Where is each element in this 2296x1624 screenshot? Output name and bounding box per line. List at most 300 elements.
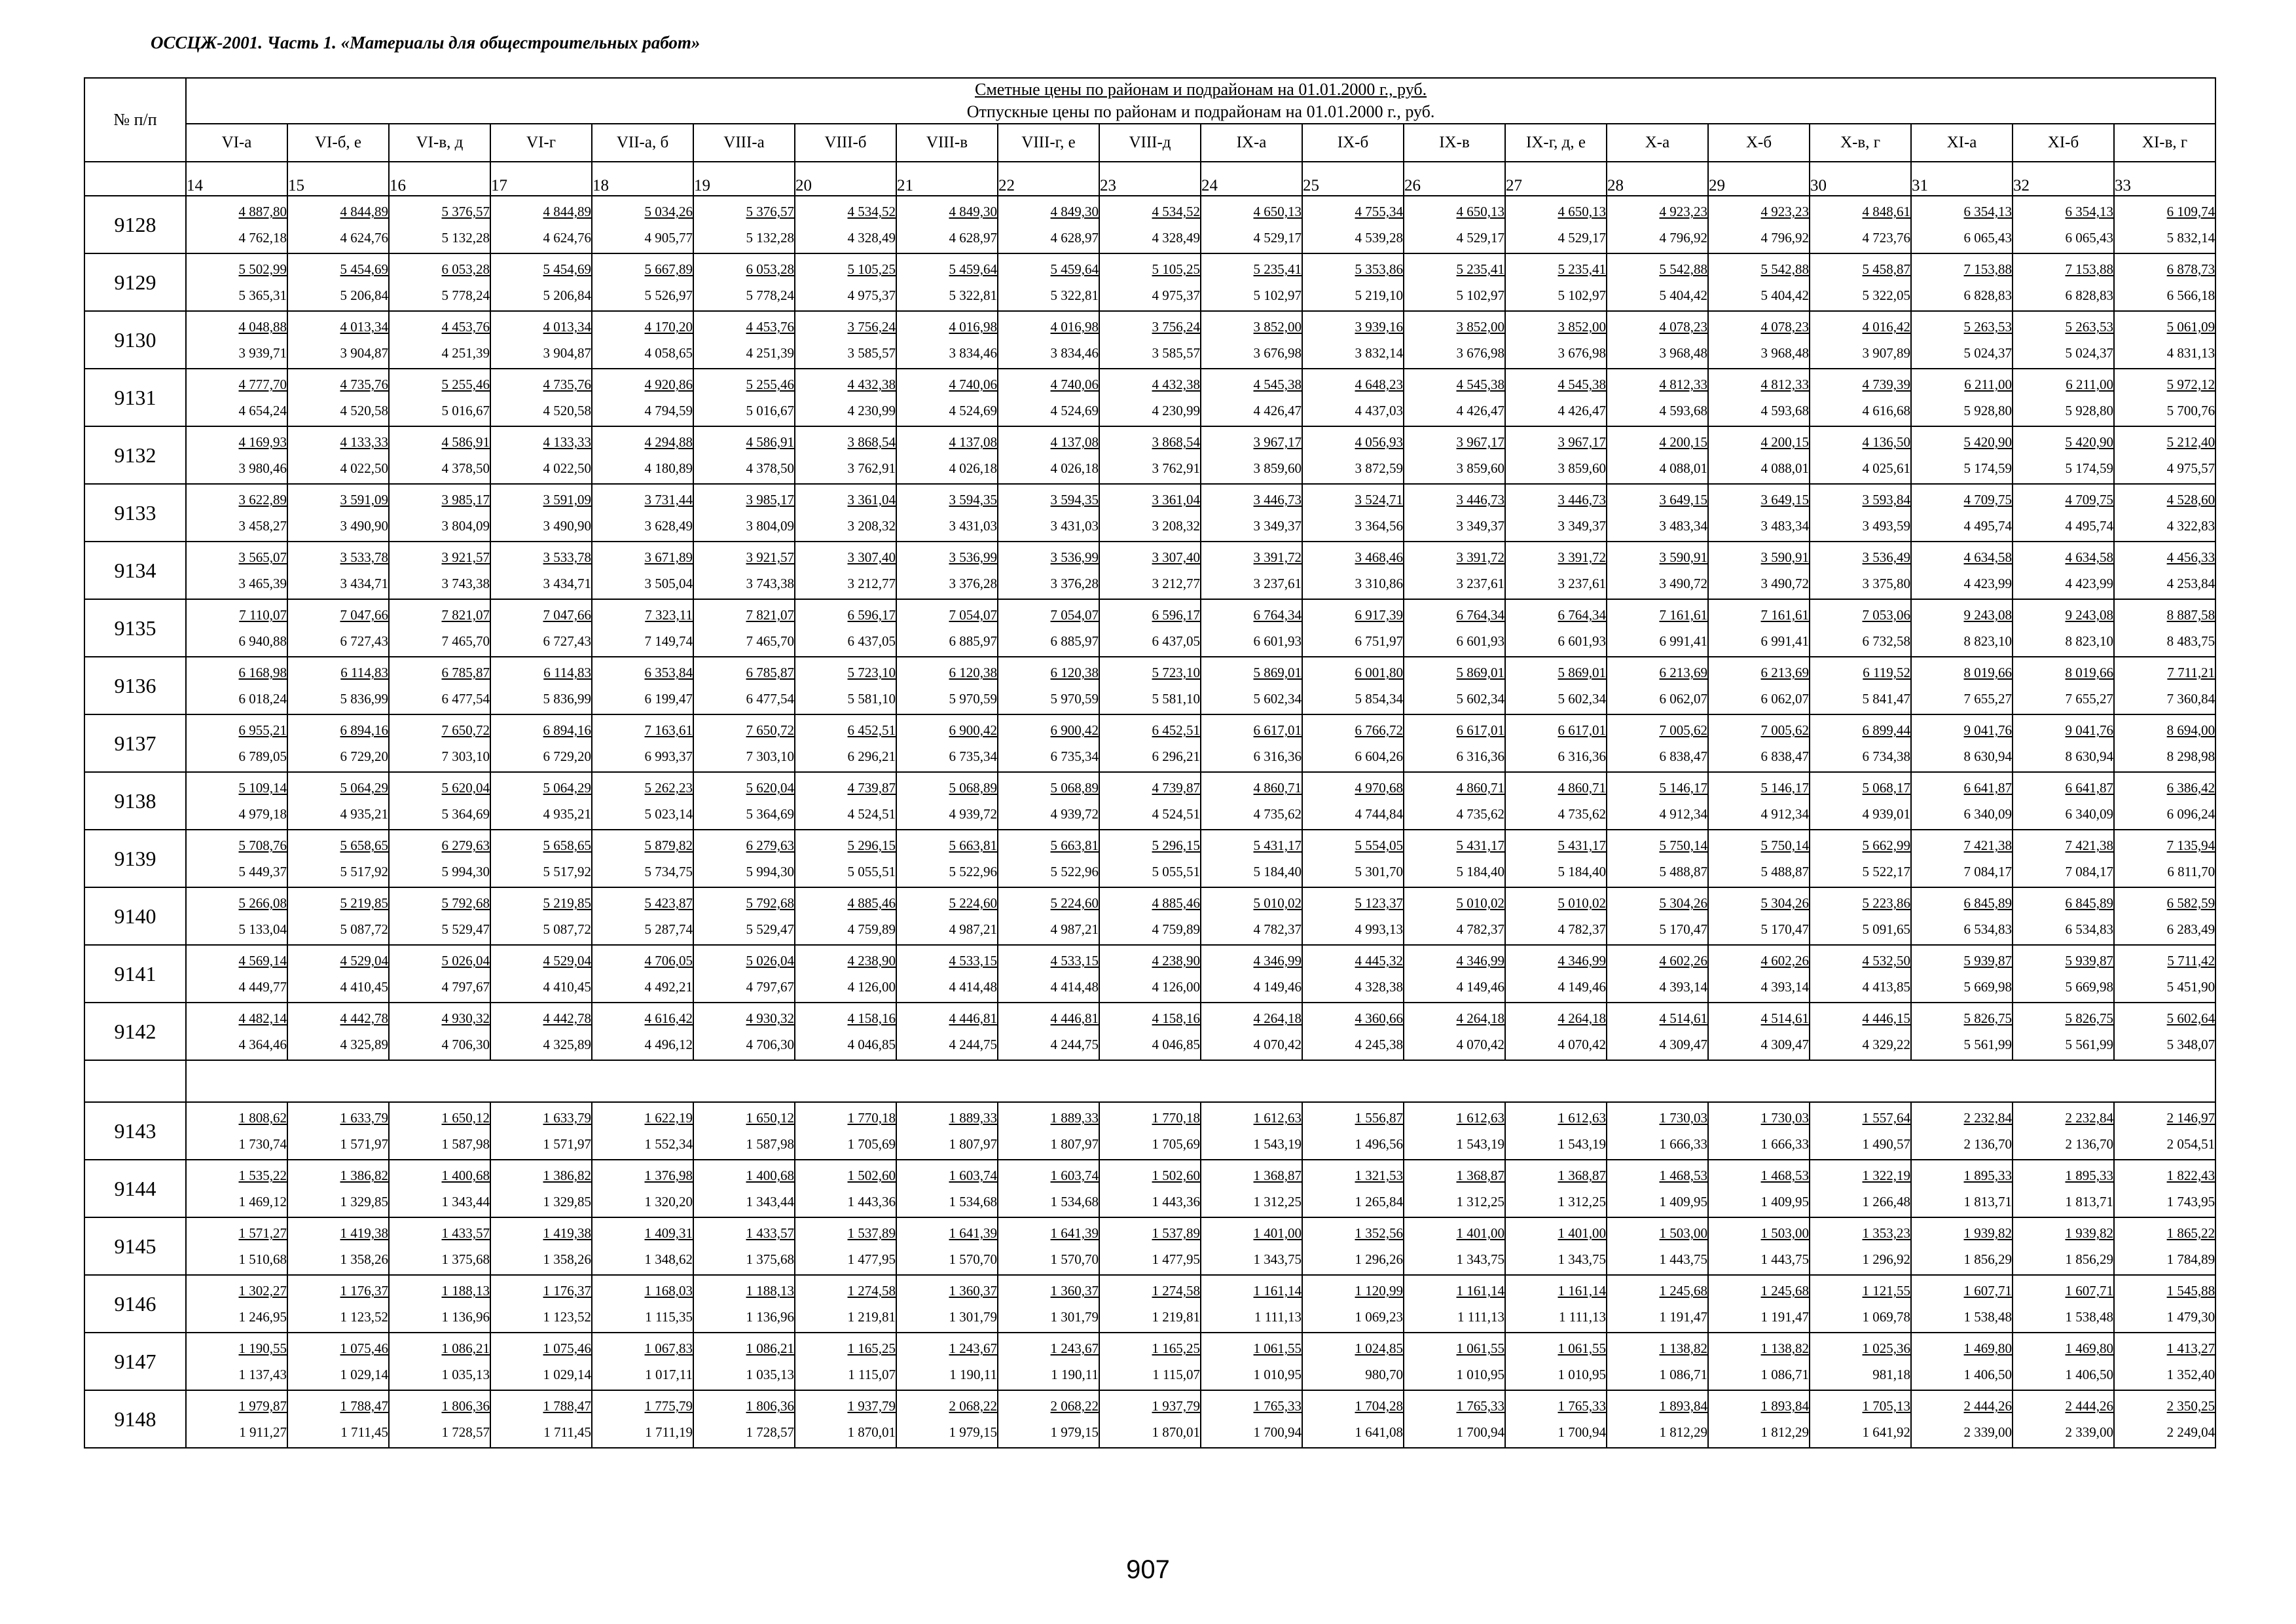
release-price: 5 602,34 <box>1253 691 1302 707</box>
price-cell <box>1505 1390 1607 1448</box>
price-cell <box>1607 1003 1708 1060</box>
estimate-price: 3 868,54 <box>847 434 896 450</box>
column-header: VI-в, д <box>389 124 490 162</box>
estimate-price: 2 232,84 <box>1963 1110 2012 1126</box>
estimate-price: 1 633,79 <box>543 1110 591 1126</box>
price-cell <box>1505 1102 1607 1160</box>
column-header: VI-а <box>186 124 287 162</box>
estimate-price: 4 294,88 <box>644 434 693 450</box>
price-cell <box>1505 1333 1607 1390</box>
price-cell <box>1505 426 1607 484</box>
estimate-price: 1 274,58 <box>1152 1283 1200 1299</box>
price-cell <box>896 830 998 887</box>
estimate-price: 7 135,94 <box>2166 838 2215 853</box>
release-price: 4 524,69 <box>1050 403 1099 418</box>
estimate-price: 6 641,87 <box>1963 780 2012 796</box>
estimate-price: 5 792,68 <box>746 895 794 911</box>
price-cell <box>998 1160 1099 1217</box>
price-cell <box>389 772 490 830</box>
estimate-price: 1 469,80 <box>1963 1340 2012 1356</box>
material-code: 9138 <box>84 772 186 830</box>
release-price: 6 065,43 <box>2065 230 2113 246</box>
estimate-price: 4 482,14 <box>238 1010 287 1026</box>
release-price: 5 184,40 <box>1456 864 1504 879</box>
estimate-price: 4 514,61 <box>1760 1010 1809 1026</box>
price-cell <box>998 253 1099 311</box>
price-cell <box>592 887 693 945</box>
estimate-price: 8 887,58 <box>2166 607 2215 623</box>
estimate-price: 4 158,16 <box>1152 1010 1200 1026</box>
price-cell <box>1911 1160 2013 1217</box>
table-row <box>84 1275 2215 1333</box>
price-cell <box>389 1333 490 1390</box>
estimate-price: 6 053,28 <box>746 261 794 277</box>
release-price: 6 789,05 <box>238 748 287 764</box>
price-cell <box>1201 369 1302 426</box>
price-cell <box>1810 542 1911 599</box>
release-price: 4 987,21 <box>949 921 997 937</box>
release-price: 1 711,45 <box>543 1424 591 1440</box>
price-cell <box>2114 1160 2215 1217</box>
price-cell <box>186 484 287 542</box>
column-header: VIII-в <box>896 124 998 162</box>
estimate-price: 1 353,23 <box>1862 1225 1910 1241</box>
estimate-price: 1 075,46 <box>543 1340 591 1356</box>
release-price: 1 329,85 <box>543 1194 591 1209</box>
estimate-price: 1 061,55 <box>1558 1340 1606 1356</box>
release-price: 1 700,94 <box>1456 1424 1504 1440</box>
price-cell <box>1708 945 1810 1003</box>
estimate-price: 7 054,07 <box>949 607 997 623</box>
price-cell <box>896 772 998 830</box>
price-cell <box>998 542 1099 599</box>
price-cell <box>1302 542 1404 599</box>
estimate-price: 6 641,87 <box>2065 780 2113 796</box>
estimate-price: 2 350,25 <box>2166 1398 2215 1414</box>
release-price: 3 490,72 <box>1760 576 1809 591</box>
estimate-price: 1 895,33 <box>1963 1168 2012 1183</box>
release-price: 5 928,80 <box>1963 403 2012 418</box>
release-price: 3 804,09 <box>746 518 794 534</box>
estimate-price: 4 650,13 <box>1558 204 1606 219</box>
column-number: 16 <box>389 162 490 196</box>
release-price: 5 404,42 <box>1659 287 1707 303</box>
price-cell <box>389 542 490 599</box>
estimate-price: 1 322,19 <box>1862 1168 1910 1183</box>
estimate-price: 5 792,68 <box>441 895 490 911</box>
release-price: 1 358,26 <box>543 1251 591 1267</box>
price-cell <box>998 772 1099 830</box>
price-cell <box>389 1390 490 1448</box>
estimate-price: 1 468,53 <box>1760 1168 1809 1183</box>
price-cell <box>795 1217 896 1275</box>
price-cell <box>186 714 287 772</box>
release-price: 6 601,93 <box>1558 633 1606 649</box>
estimate-price: 9 243,08 <box>2065 607 2113 623</box>
release-price: 5 669,98 <box>2065 979 2113 995</box>
estimate-price: 6 001,80 <box>1355 665 1403 680</box>
estimate-price: 1 895,33 <box>2065 1168 2113 1183</box>
column-header: XI-б <box>2013 124 2114 162</box>
release-price: 1 301,79 <box>949 1309 997 1325</box>
release-price: 4 524,51 <box>847 806 896 822</box>
release-price: 5 322,05 <box>1862 287 1910 303</box>
estimate-price: 1 641,39 <box>949 1225 997 1241</box>
price-cell <box>1302 426 1404 484</box>
column-header: VIII-д <box>1099 124 1201 162</box>
price-cell <box>693 772 795 830</box>
release-price: 4 794,59 <box>644 403 693 418</box>
price-cell <box>795 311 896 369</box>
price-cell <box>490 1217 592 1275</box>
release-price: 4 796,92 <box>1659 230 1707 246</box>
estimate-price: 5 869,01 <box>1456 665 1504 680</box>
estimate-price: 1 704,28 <box>1355 1398 1403 1414</box>
material-code: 9130 <box>84 311 186 369</box>
release-price: 3 431,03 <box>949 518 997 534</box>
price-cell <box>592 714 693 772</box>
price-cell <box>1099 196 1201 253</box>
price-cell <box>896 1160 998 1217</box>
estimate-price: 6 354,13 <box>1963 204 2012 219</box>
estimate-price: 1 138,82 <box>1659 1340 1707 1356</box>
release-price: 3 762,91 <box>847 460 896 476</box>
estimate-price: 1 765,33 <box>1456 1398 1504 1414</box>
estimate-price: 7 047,66 <box>543 607 591 623</box>
release-price: 7 465,70 <box>441 633 490 649</box>
price-cell <box>1302 599 1404 657</box>
estimate-price: 7 153,88 <box>1963 261 2012 277</box>
column-header: IX-в <box>1404 124 1505 162</box>
release-price: 4 939,01 <box>1862 806 1910 822</box>
estimate-price: 5 064,29 <box>543 780 591 796</box>
release-price: 6 477,54 <box>441 691 490 707</box>
column-header: VII-а, б <box>592 124 693 162</box>
column-number: 31 <box>1911 162 2013 196</box>
price-cell <box>2114 945 2215 1003</box>
estimate-price: 1 274,58 <box>847 1283 896 1299</box>
estimate-price: 5 454,69 <box>543 261 591 277</box>
price-cell <box>1099 1333 1201 1390</box>
release-price: 4 149,46 <box>1456 979 1504 995</box>
release-price: 1 115,07 <box>848 1367 896 1382</box>
release-price: 6 828,83 <box>1963 287 2012 303</box>
estimate-price: 1 770,18 <box>1152 1110 1200 1126</box>
release-price: 6 885,97 <box>1050 633 1099 649</box>
estimate-price: 1 245,68 <box>1659 1283 1707 1299</box>
price-cell <box>1911 542 2013 599</box>
price-cell <box>1201 1217 1302 1275</box>
price-cell <box>896 1003 998 1060</box>
price-cell <box>1708 426 1810 484</box>
estimate-price: 1 503,00 <box>1659 1225 1707 1241</box>
release-price: 4 393,14 <box>1659 979 1707 995</box>
column-number: 26 <box>1404 162 1505 196</box>
estimate-price: 6 168,98 <box>238 665 287 680</box>
release-price: 6 296,21 <box>847 748 896 764</box>
release-price: 4 022,50 <box>543 460 591 476</box>
column-header: VIII-б <box>795 124 896 162</box>
estimate-price: 5 262,23 <box>644 780 693 796</box>
price-cell <box>795 1390 896 1448</box>
estimate-price: 1 612,63 <box>1456 1110 1504 1126</box>
estimate-price: 7 047,66 <box>340 607 388 623</box>
price-cell <box>186 311 287 369</box>
price-cell <box>1810 657 1911 714</box>
price-cell <box>795 1102 896 1160</box>
estimate-price: 1 765,33 <box>1253 1398 1302 1414</box>
estimate-price: 5 212,40 <box>2166 434 2215 450</box>
release-price: 3 676,98 <box>1253 345 1302 361</box>
release-price: 1 406,50 <box>2065 1367 2113 1382</box>
price-cell <box>1505 599 1607 657</box>
estimate-price: 3 649,15 <box>1659 492 1707 507</box>
price-cell <box>2114 1275 2215 1333</box>
estimate-price: 3 921,57 <box>441 549 490 565</box>
price-cell <box>693 830 795 887</box>
table-row <box>84 657 2215 714</box>
estimate-price: 3 967,17 <box>1558 434 1606 450</box>
price-cell <box>2114 369 2215 426</box>
price-cell <box>490 599 592 657</box>
release-price: 8 823,10 <box>1963 633 2012 649</box>
estimate-price: 6 120,38 <box>949 665 997 680</box>
release-price: 1 700,94 <box>1558 1424 1606 1440</box>
price-cell <box>1099 830 1201 887</box>
release-price: 6 811,70 <box>2167 864 2215 879</box>
release-price: 3 212,77 <box>847 576 896 591</box>
estimate-price: 1 386,82 <box>543 1168 591 1183</box>
release-price: 1 812,29 <box>1760 1424 1809 1440</box>
price-cell <box>795 657 896 714</box>
release-price: 4 070,42 <box>1558 1037 1606 1052</box>
estimate-price: 6 785,87 <box>746 665 794 680</box>
estimate-price: 4 016,42 <box>1862 319 1910 335</box>
release-price: 6 199,47 <box>644 691 693 707</box>
release-price: 3 458,27 <box>238 518 287 534</box>
release-price: 1 807,97 <box>949 1136 997 1152</box>
release-price: 3 585,57 <box>1152 345 1200 361</box>
estimate-price: 6 119,52 <box>1863 665 1910 680</box>
estimate-price: 4 432,38 <box>847 377 896 392</box>
estimate-price: 2 444,26 <box>1963 1398 2012 1414</box>
release-price: 3 585,57 <box>847 345 896 361</box>
release-price: 4 797,67 <box>441 979 490 995</box>
release-price: 4 378,50 <box>746 460 794 476</box>
release-price: 5 102,97 <box>1558 287 1606 303</box>
release-price: 4 939,72 <box>949 806 997 822</box>
estimate-price: 1 806,36 <box>441 1398 490 1414</box>
estimate-price: 6 114,83 <box>340 665 388 680</box>
price-cell <box>795 887 896 945</box>
estimate-price: 4 078,23 <box>1760 319 1809 335</box>
estimate-price: 1 939,82 <box>1963 1225 2012 1241</box>
price-cell <box>1404 1333 1505 1390</box>
material-code: 9133 <box>84 484 186 542</box>
price-cell <box>795 772 896 830</box>
release-price: 1 375,68 <box>746 1251 794 1267</box>
release-price: 5 174,59 <box>2065 460 2113 476</box>
release-price: 1 190,11 <box>1051 1367 1099 1382</box>
price-cell <box>998 887 1099 945</box>
price-cell <box>1099 253 1201 311</box>
price-cell <box>1201 1160 1302 1217</box>
price-cell <box>1708 1217 1810 1275</box>
release-price: 1 979,15 <box>1050 1424 1099 1440</box>
estimate-price: 3 939,16 <box>1355 319 1403 335</box>
column-number: 25 <box>1302 162 1404 196</box>
release-price: 1 552,34 <box>644 1136 693 1152</box>
estimate-price: 3 622,89 <box>238 492 287 507</box>
release-price: 5 522,17 <box>1862 864 1910 879</box>
price-cell <box>1505 1275 1607 1333</box>
price-cell <box>1099 1102 1201 1160</box>
price-cell <box>592 1003 693 1060</box>
price-cell <box>1505 253 1607 311</box>
release-price: 1 641,92 <box>1862 1424 1910 1440</box>
estimate-price: 5 459,64 <box>949 261 997 277</box>
estimate-price: 1 433,57 <box>441 1225 490 1241</box>
estimate-price: 5 068,17 <box>1862 780 1910 796</box>
release-price: 1 010,95 <box>1456 1367 1504 1382</box>
table-row <box>84 772 2215 830</box>
gap-cell <box>186 1060 2215 1102</box>
estimate-price: 4 634,58 <box>1963 549 2012 565</box>
release-price: 2 054,51 <box>2166 1136 2215 1152</box>
material-code: 9135 <box>84 599 186 657</box>
release-price: 4 495,74 <box>2065 518 2113 534</box>
price-cell <box>287 1003 389 1060</box>
column-header: X-а <box>1607 124 1708 162</box>
table-row <box>84 1102 2215 1160</box>
estimate-price: 7 821,07 <box>746 607 794 623</box>
release-price: 1 115,07 <box>1152 1367 1200 1382</box>
release-price: 6 018,24 <box>238 691 287 707</box>
release-price: 4 797,67 <box>746 979 794 995</box>
estimate-price: 4 885,46 <box>847 895 896 911</box>
release-price: 4 426,47 <box>1253 403 1302 418</box>
estimate-price: 4 533,15 <box>949 953 997 969</box>
price-cell <box>1607 772 1708 830</box>
release-price: 4 796,92 <box>1760 230 1809 246</box>
release-price: 1 086,71 <box>1760 1367 1809 1382</box>
release-price: 5 928,80 <box>2065 403 2113 418</box>
release-price: 1 017,11 <box>645 1367 693 1382</box>
release-price: 3 872,59 <box>1355 460 1403 476</box>
price-cell <box>490 1275 592 1333</box>
price-cell <box>287 599 389 657</box>
release-price: 1 312,25 <box>1558 1194 1606 1209</box>
price-cell <box>1607 830 1708 887</box>
release-price: 1 641,08 <box>1355 1424 1403 1440</box>
price-cell <box>1302 1217 1404 1275</box>
estimate-price: 1 612,63 <box>1558 1110 1606 1126</box>
release-price: 5 219,10 <box>1355 287 1403 303</box>
estimate-price: 1 161,14 <box>1558 1283 1606 1299</box>
estimate-price: 4 860,71 <box>1253 780 1302 796</box>
price-cell <box>389 887 490 945</box>
price-cell <box>1404 599 1505 657</box>
column-number: 20 <box>795 162 896 196</box>
price-cell <box>1505 542 1607 599</box>
price-cell <box>1099 1217 1201 1275</box>
estimate-price: 2 068,22 <box>1050 1398 1099 1414</box>
price-cell <box>795 1160 896 1217</box>
price-cell <box>592 196 693 253</box>
price-cell <box>186 772 287 830</box>
estimate-price: 5 109,14 <box>238 780 287 796</box>
estimate-price: 6 213,69 <box>1659 665 1707 680</box>
price-cell <box>693 426 795 484</box>
column-number: 14 <box>186 162 287 196</box>
release-price: 4 905,77 <box>644 230 693 246</box>
price-cell <box>2114 484 2215 542</box>
price-cell <box>1505 945 1607 1003</box>
estimate-price: 1 603,74 <box>1050 1168 1099 1183</box>
estimate-price: 5 224,60 <box>949 895 997 911</box>
release-price: 6 601,93 <box>1253 633 1302 649</box>
release-price: 1 219,81 <box>1152 1309 1200 1325</box>
release-price: 1 477,95 <box>847 1251 896 1267</box>
price-cell <box>1911 772 2013 830</box>
price-cell <box>1911 196 2013 253</box>
release-price: 5 529,47 <box>746 921 794 937</box>
material-code: 9141 <box>84 945 186 1003</box>
price-cell <box>490 830 592 887</box>
price-cell <box>998 484 1099 542</box>
gap-row <box>84 1060 2215 1102</box>
price-cell <box>1302 830 1404 887</box>
release-price: 1 111,13 <box>1559 1309 1606 1325</box>
release-price: 3 832,14 <box>1355 345 1403 361</box>
price-cell <box>1708 369 1810 426</box>
release-price: 7 655,27 <box>2065 691 2113 707</box>
estimate-price: 5 869,01 <box>1558 665 1606 680</box>
estimate-price: 5 939,87 <box>2065 953 2113 969</box>
release-price: 3 907,89 <box>1862 345 1910 361</box>
price-cell <box>2013 945 2114 1003</box>
estimate-price: 3 446,73 <box>1456 492 1504 507</box>
price-cell <box>693 657 795 714</box>
price-cell <box>1404 369 1505 426</box>
release-price: 4 593,68 <box>1659 403 1707 418</box>
estimate-price: 3 361,04 <box>847 492 896 507</box>
price-cell <box>592 772 693 830</box>
release-price: 2 339,00 <box>2065 1424 2113 1440</box>
release-price: 7 655,27 <box>1963 691 2012 707</box>
price-cell <box>2013 484 2114 542</box>
table-row <box>84 599 2215 657</box>
estimate-price: 3 756,24 <box>847 319 896 335</box>
estimate-price: 7 323,11 <box>645 607 693 623</box>
price-cell <box>2013 311 2114 369</box>
estimate-price: 1 730,03 <box>1659 1110 1707 1126</box>
price-cell <box>2114 311 2215 369</box>
release-price: 4 244,75 <box>949 1037 997 1052</box>
estimate-price: 4 545,38 <box>1456 377 1504 392</box>
price-cell <box>1505 484 1607 542</box>
estimate-price: 8 019,66 <box>2065 665 2113 680</box>
price-cell <box>287 657 389 714</box>
price-cell <box>1505 1160 1607 1217</box>
release-price: 1 870,01 <box>847 1424 896 1440</box>
release-price: 1 496,56 <box>1355 1136 1403 1152</box>
price-cell <box>1911 1275 2013 1333</box>
release-price: 4 253,84 <box>2166 576 2215 591</box>
price-cell <box>1201 1333 1302 1390</box>
release-price: 1 343,75 <box>1253 1251 1302 1267</box>
estimate-price: 3 591,09 <box>340 492 388 507</box>
